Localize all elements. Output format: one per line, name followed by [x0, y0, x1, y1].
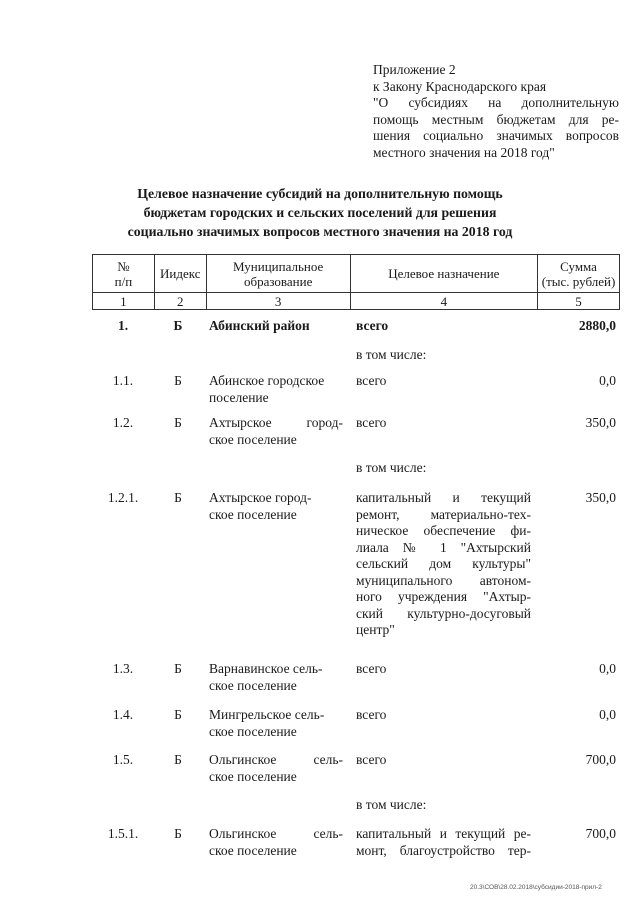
row-municipality	[209, 826, 343, 859]
row-municipality	[209, 373, 343, 406]
column-number: 1	[93, 293, 155, 310]
column-number: 5	[538, 293, 620, 310]
column-number: 2	[154, 293, 206, 310]
target-line: всего	[356, 661, 387, 676]
municipality-line: ское поселение	[209, 842, 297, 858]
municipality-line: Ахтырское город-	[209, 415, 343, 430]
row-number: 1.4.	[112, 707, 134, 722]
row-target	[356, 373, 531, 390]
row-municipality	[209, 752, 343, 785]
row-number: 1.5.	[112, 752, 134, 767]
row-index: Б	[174, 490, 182, 505]
municipality-line: ское поселение	[209, 723, 297, 739]
target-line: муниципального автоном-	[356, 572, 531, 588]
row-index: Б	[174, 661, 182, 676]
row-index: Б	[174, 707, 182, 722]
row-index: Б	[174, 826, 182, 841]
header-target: Целевое назначение	[350, 255, 538, 293]
target-line: всего	[356, 318, 389, 333]
row-number: 1.5.1.	[107, 826, 139, 841]
target-line: капитальный и текущий	[356, 490, 531, 505]
municipality-line: Ольгинское сель-	[209, 752, 343, 767]
target-line: всего	[356, 707, 387, 722]
target-line: центр"	[356, 622, 395, 637]
title-line: Целевое назначение субсидий на дополнительную помощь	[137, 186, 503, 201]
appendix-line: "О субсидиях на дополнительную	[373, 95, 619, 110]
row-sum: 700,0	[585, 752, 616, 767]
header-number	[93, 255, 155, 293]
row-number: 1.2.	[112, 415, 134, 430]
row-number: 1.2.1.	[107, 490, 139, 505]
appendix-line: помощь местным бюджетам для ре-	[373, 111, 619, 127]
header-sum-line2: (тыс. рублей)	[541, 273, 616, 289]
municipality-line: ское поселение	[209, 677, 297, 693]
target-line: монт, благоустройство тер-	[356, 842, 531, 858]
municipality-line: поселение	[209, 389, 269, 405]
subtotal-text: в том числе:	[356, 460, 427, 475]
municipality-line: Мингрельское сель-	[209, 707, 325, 722]
column-number: 3	[206, 293, 350, 310]
row-target	[356, 752, 531, 769]
row-municipality	[209, 661, 343, 694]
document-title	[60, 184, 580, 241]
municipality-line: Абинский район	[209, 318, 310, 333]
row-index: Б	[173, 318, 183, 333]
appendix-header	[373, 62, 619, 161]
municipality-line: Абинское городское	[209, 373, 325, 388]
row-number: 1.3.	[112, 661, 134, 676]
row-sum: 350,0	[585, 490, 616, 505]
row-target	[356, 490, 531, 639]
appendix-line: шения социально значимых вопросов	[373, 128, 619, 143]
row-index: Б	[174, 415, 182, 430]
subtotal-text: в том числе:	[356, 347, 427, 362]
row-sum: 0,0	[599, 707, 616, 722]
municipality-line: ское поселение	[209, 506, 297, 522]
row-sum: 0,0	[599, 373, 616, 388]
header-number-line1: №	[117, 258, 130, 274]
header-municipality	[206, 255, 350, 293]
row-municipality	[209, 707, 343, 740]
row-sum: 0,0	[599, 661, 616, 676]
row-municipality	[209, 415, 343, 448]
row-index: Б	[174, 752, 182, 767]
appendix-line: к Закону Краснодарского края	[373, 78, 547, 94]
row-number: 1.1.	[112, 373, 134, 388]
target-line: ническое обеспечение фи-	[356, 523, 531, 538]
title-line: бюджетам городских и сельских поселений для решения	[143, 205, 497, 220]
target-line: всего	[356, 752, 387, 767]
table-header	[92, 254, 620, 310]
target-line: всего	[356, 373, 387, 388]
row-target	[356, 826, 531, 859]
municipality-line: ское поселение	[209, 768, 297, 784]
row-municipality	[209, 490, 343, 523]
target-line: ремонт, материально-тех-	[356, 506, 531, 522]
target-line: лиала № 1 "Ахтырский	[356, 539, 531, 555]
row-target	[356, 661, 531, 678]
appendix-line: Приложение 2	[373, 62, 456, 77]
municipality-line: Ольгинское сель-	[209, 826, 343, 841]
row-target	[356, 707, 531, 724]
row-sum: 350,0	[585, 415, 616, 430]
header-municipality-line1: Муниципальное	[233, 258, 324, 274]
row-municipality	[209, 318, 343, 335]
header-sum-line1: Сумма	[560, 258, 597, 274]
municipality-line: Ахтырское город-	[209, 490, 312, 505]
subtotal-text: в том числе:	[356, 797, 427, 812]
appendix-line: местного значения на 2018 год"	[373, 144, 555, 160]
header-municipality-line2: образование	[243, 273, 313, 289]
target-line: ский культурно-досуговый	[356, 605, 531, 621]
row-target	[356, 318, 531, 335]
row-sum: 700,0	[585, 826, 616, 841]
title-line: социально значимых вопросов местного значения на 2018 год	[127, 224, 513, 239]
row-sum: 2880,0	[578, 318, 616, 333]
file-path-footer: 20.3\СОВ\28.02.2018\субсидии-2018-прил-2	[470, 884, 602, 891]
target-line: всего	[356, 415, 387, 430]
row-target	[356, 415, 531, 432]
column-number: 4	[350, 293, 538, 310]
header-sum	[538, 255, 620, 293]
header-number-line2: п/п	[114, 273, 133, 289]
municipality-line: ское поселение	[209, 431, 297, 447]
target-line: капитальный и текущий ре-	[356, 826, 531, 841]
municipality-line: Варнавинское сель-	[209, 661, 323, 676]
target-line: сельский дом культуры"	[356, 556, 531, 571]
target-line: ного учреждения "Ахтыр-	[356, 589, 531, 604]
row-index: Б	[174, 373, 182, 388]
row-number: 1.	[117, 318, 129, 333]
header-index: Иидекс	[154, 255, 206, 293]
